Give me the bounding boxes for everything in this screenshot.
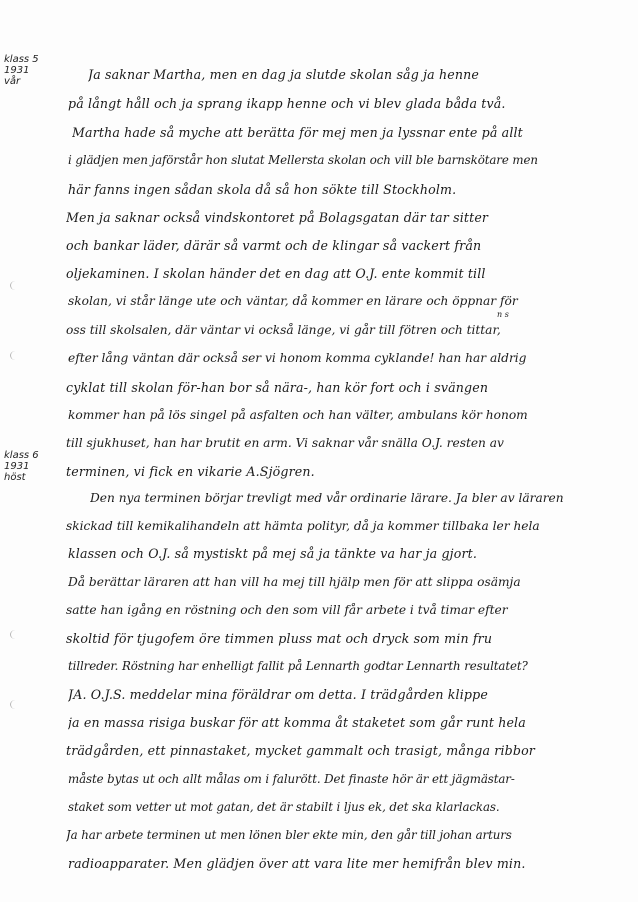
margin-note-class-5 — [4, 54, 39, 87]
text-line: måste bytas ut och allt målas om i falurött. Det finaste hör är ett jägmästar- — [68, 772, 515, 786]
text-line: på långt håll och ja sprang ikapp henne och vi blev glada båda två. — [68, 96, 506, 111]
margin-note-class-6 — [4, 450, 39, 483]
punch-hole-mark — [10, 351, 20, 360]
text-line: oljekaminen. I skolan händer det en dag att O.J. ente kommit till — [66, 266, 486, 281]
text-line: Men ja saknar också vindskontoret på Bolagsgatan där tar sitter — [66, 210, 489, 225]
text-line: trädgården, ett pinnastaket, mycket gammalt och trasigt, många ribbor — [66, 743, 535, 758]
text-line: här fanns ingen sådan skola då så hon sökte till Stockholm. — [68, 182, 457, 197]
margin-note-line: klass 5 — [4, 54, 39, 65]
text-line: skickad till kemikalihandeln att hämta polityr, då ja kommer tillbaka ler hela — [66, 519, 540, 533]
text-line: efter lång väntan där också ser vi honom komma cyklande! han har aldrig — [68, 351, 527, 365]
margin-note-line: höst — [4, 472, 26, 483]
text-line: Martha hade så myche att berätta för mej men ja lyssnar ente på allt — [72, 125, 523, 140]
text-line: JA. O.J.S. meddelar mina föräldrar om detta. I trädgården klippe — [68, 687, 488, 702]
margin-note-line: 1931 — [4, 65, 30, 76]
text-line: klassen och O.J. så mystiskt på mej så ja tänkte va har ja gjort. — [68, 546, 477, 561]
margin-note-line: vår — [4, 76, 21, 87]
text-line: Ja har arbete terminen ut men lönen bler ekte min, den går till johan arturs — [66, 828, 512, 842]
text-line: kommer han på lös singel på asfalten och han välter, ambulans kör honom — [68, 408, 528, 422]
text-line: skoltid för tjugofem öre timmen pluss mat och dryck som min fru — [66, 631, 493, 646]
text-line: Då berättar läraren att han vill ha mej till hjälp men för att slippa osämja — [68, 575, 521, 589]
text-line: och bankar läder, därär så varmt och de klingar så vackert från — [66, 238, 482, 253]
punch-hole-mark — [10, 281, 20, 290]
text-line: radioapparater. Men glädjen över att vara lite mer hemifrån blev min. — [68, 856, 526, 871]
inserted-letters: n s — [497, 310, 509, 319]
text-line: cyklat till skolan för-han bor så nära-, han kör fort och i svängen — [66, 380, 489, 395]
text-line: staket som vetter ut mot gatan, det är stabilt i ljus ek, det ska klarlackas. — [68, 800, 500, 814]
text-line: satte han igång en röstning och den som vill får arbete i två timar efter — [66, 603, 508, 617]
punch-hole-mark — [10, 700, 20, 709]
text-line: oss till skolsalen, där väntar vi också länge, vi går till fötren och tittar, — [66, 323, 501, 337]
margin-note-line: 1931 — [4, 461, 30, 472]
text-line: skolan, vi står länge ute och väntar, då kommer en lärare och öppnar för — [68, 294, 518, 308]
text-line: Ja saknar Martha, men en dag ja slutde skolan såg ja henne — [88, 67, 479, 82]
text-line: tillreder. Röstning har enhelligt fallit på Lennarth godtar Lennarth resultatet? — [68, 659, 528, 673]
text-line: Den nya terminen börjar trevligt med vår ordinarie lärare. Ja bler av läraren — [90, 491, 564, 505]
text-line: i glädjen men jaförstår hon slutat Mellersta skolan och vill ble barnskötare men — [68, 153, 538, 167]
text-line: terminen, vi fick en vikarie A.Sjögren. — [66, 464, 315, 479]
punch-hole-mark — [10, 630, 20, 639]
margin-note-line: klass 6 — [4, 450, 39, 461]
text-line: ja en massa risiga buskar för att komma åt staketet som går runt hela — [68, 715, 526, 730]
text-line: till sjukhuset, han har brutit en arm. Vi saknar vår snälla O.J. resten av — [66, 436, 504, 450]
